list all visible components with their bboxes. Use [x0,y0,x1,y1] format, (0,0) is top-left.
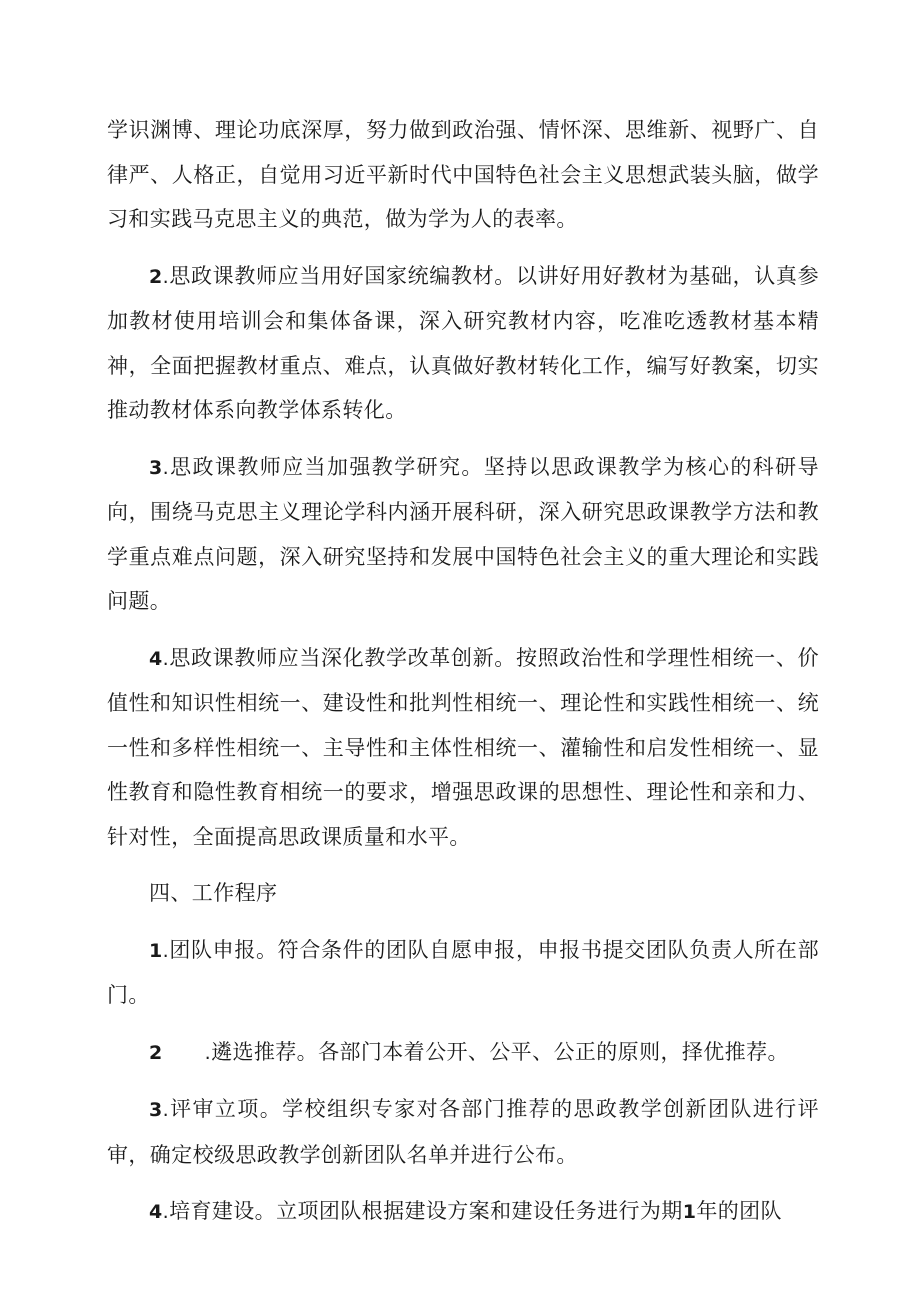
item-separator: . [162,456,170,479]
paragraph-item-2-textbook [107,254,819,433]
paragraph-item-4-reform [107,636,819,860]
item-number: 1 [149,939,163,962]
item-separator: . [162,647,170,670]
item-number: 3 [149,456,163,479]
paragraph-text: 培育建设。立项团队根据建设方案和建设任务进行为期 [169,1199,683,1223]
paragraph-continuation [107,108,819,242]
paragraph-step-4-build [107,1189,819,1235]
item-separator: . [162,1201,170,1223]
item-number: 3 [149,1099,163,1121]
inline-number: 1 [682,1201,697,1223]
paragraph-text: 年的团队 [696,1199,782,1223]
paragraph-text: 思政课教师应当加强教学研究。坚持以思政课教学为核心的科研导向，围绕马克思主义理论学科内涵开展科研，深入研究思政课教学方法和教学重点难点问题，深入研究坚持和发展中国特色社会主义的重大理论和实践问题。 [107,454,819,613]
item-number: 4 [149,1201,163,1223]
paragraph-text: 思政课教师应当深化教学改革创新。按照政治性和学理性相统一、价值性和知识性相统一、建设性和批判性相统一、理论性和实践性相统一、统一性和多样性相统一、主导性和主体性相统一、灌输性和启发性相统一、显性教育和隐性教育相统一的要求，增强思政课的思想性、理论性和亲和力、针对性，全面提高思政课质量和水平。 [107,645,819,849]
paragraph-step-2-recommend [107,1030,819,1076]
paragraph-text: 团队申报。符合条件的团队自愿申报，申报书提交团队负责人所在部门。 [107,937,819,1007]
paragraph-text: 思政课教师应当用好国家统编教材。以讲好用好教材为基础，认真参加教材使用培训会和集体备课，深入研究教材内容，吃准吃透教材基本精神，全面把握教材重点、难点，认真做好教材转化工作，编写好教案，切实推动教材体系向教学体系转化。 [107,263,819,422]
item-separator: . [162,939,170,962]
item-separator: . [162,265,170,288]
item-separator: . [204,1041,212,1064]
item-number: 2 [149,1041,163,1064]
item-number: 4 [149,647,163,670]
item-separator: . [162,1099,170,1121]
document-page [107,108,819,1247]
paragraph-text: 评审立项。学校组织专家对各部门推荐的思政教学创新团队进行评审，确定校级思政教学创新团队名单并进行公布。 [107,1097,819,1167]
paragraph-text: 遴选推荐。各部门本着公开、公平、公正的原则，择优推荐。 [211,1039,789,1064]
paragraph-step-3-review [107,1087,819,1177]
section-heading-text: 四、工作程序 [149,881,278,905]
paragraph-item-3-research [107,445,819,624]
paragraph-text: 学识渊博、理论功底深厚，努力做到政治强、情怀深、思维新、视野广、自律严、人格正，自觉用习近平新时代中国特色社会主义思想武装头脑，做学习和实践马克思主义的典范，做为学为人的表率。 [107,118,819,231]
section-heading [107,871,819,916]
item-number: 2 [149,265,163,288]
paragraph-step-1-apply [107,928,819,1018]
